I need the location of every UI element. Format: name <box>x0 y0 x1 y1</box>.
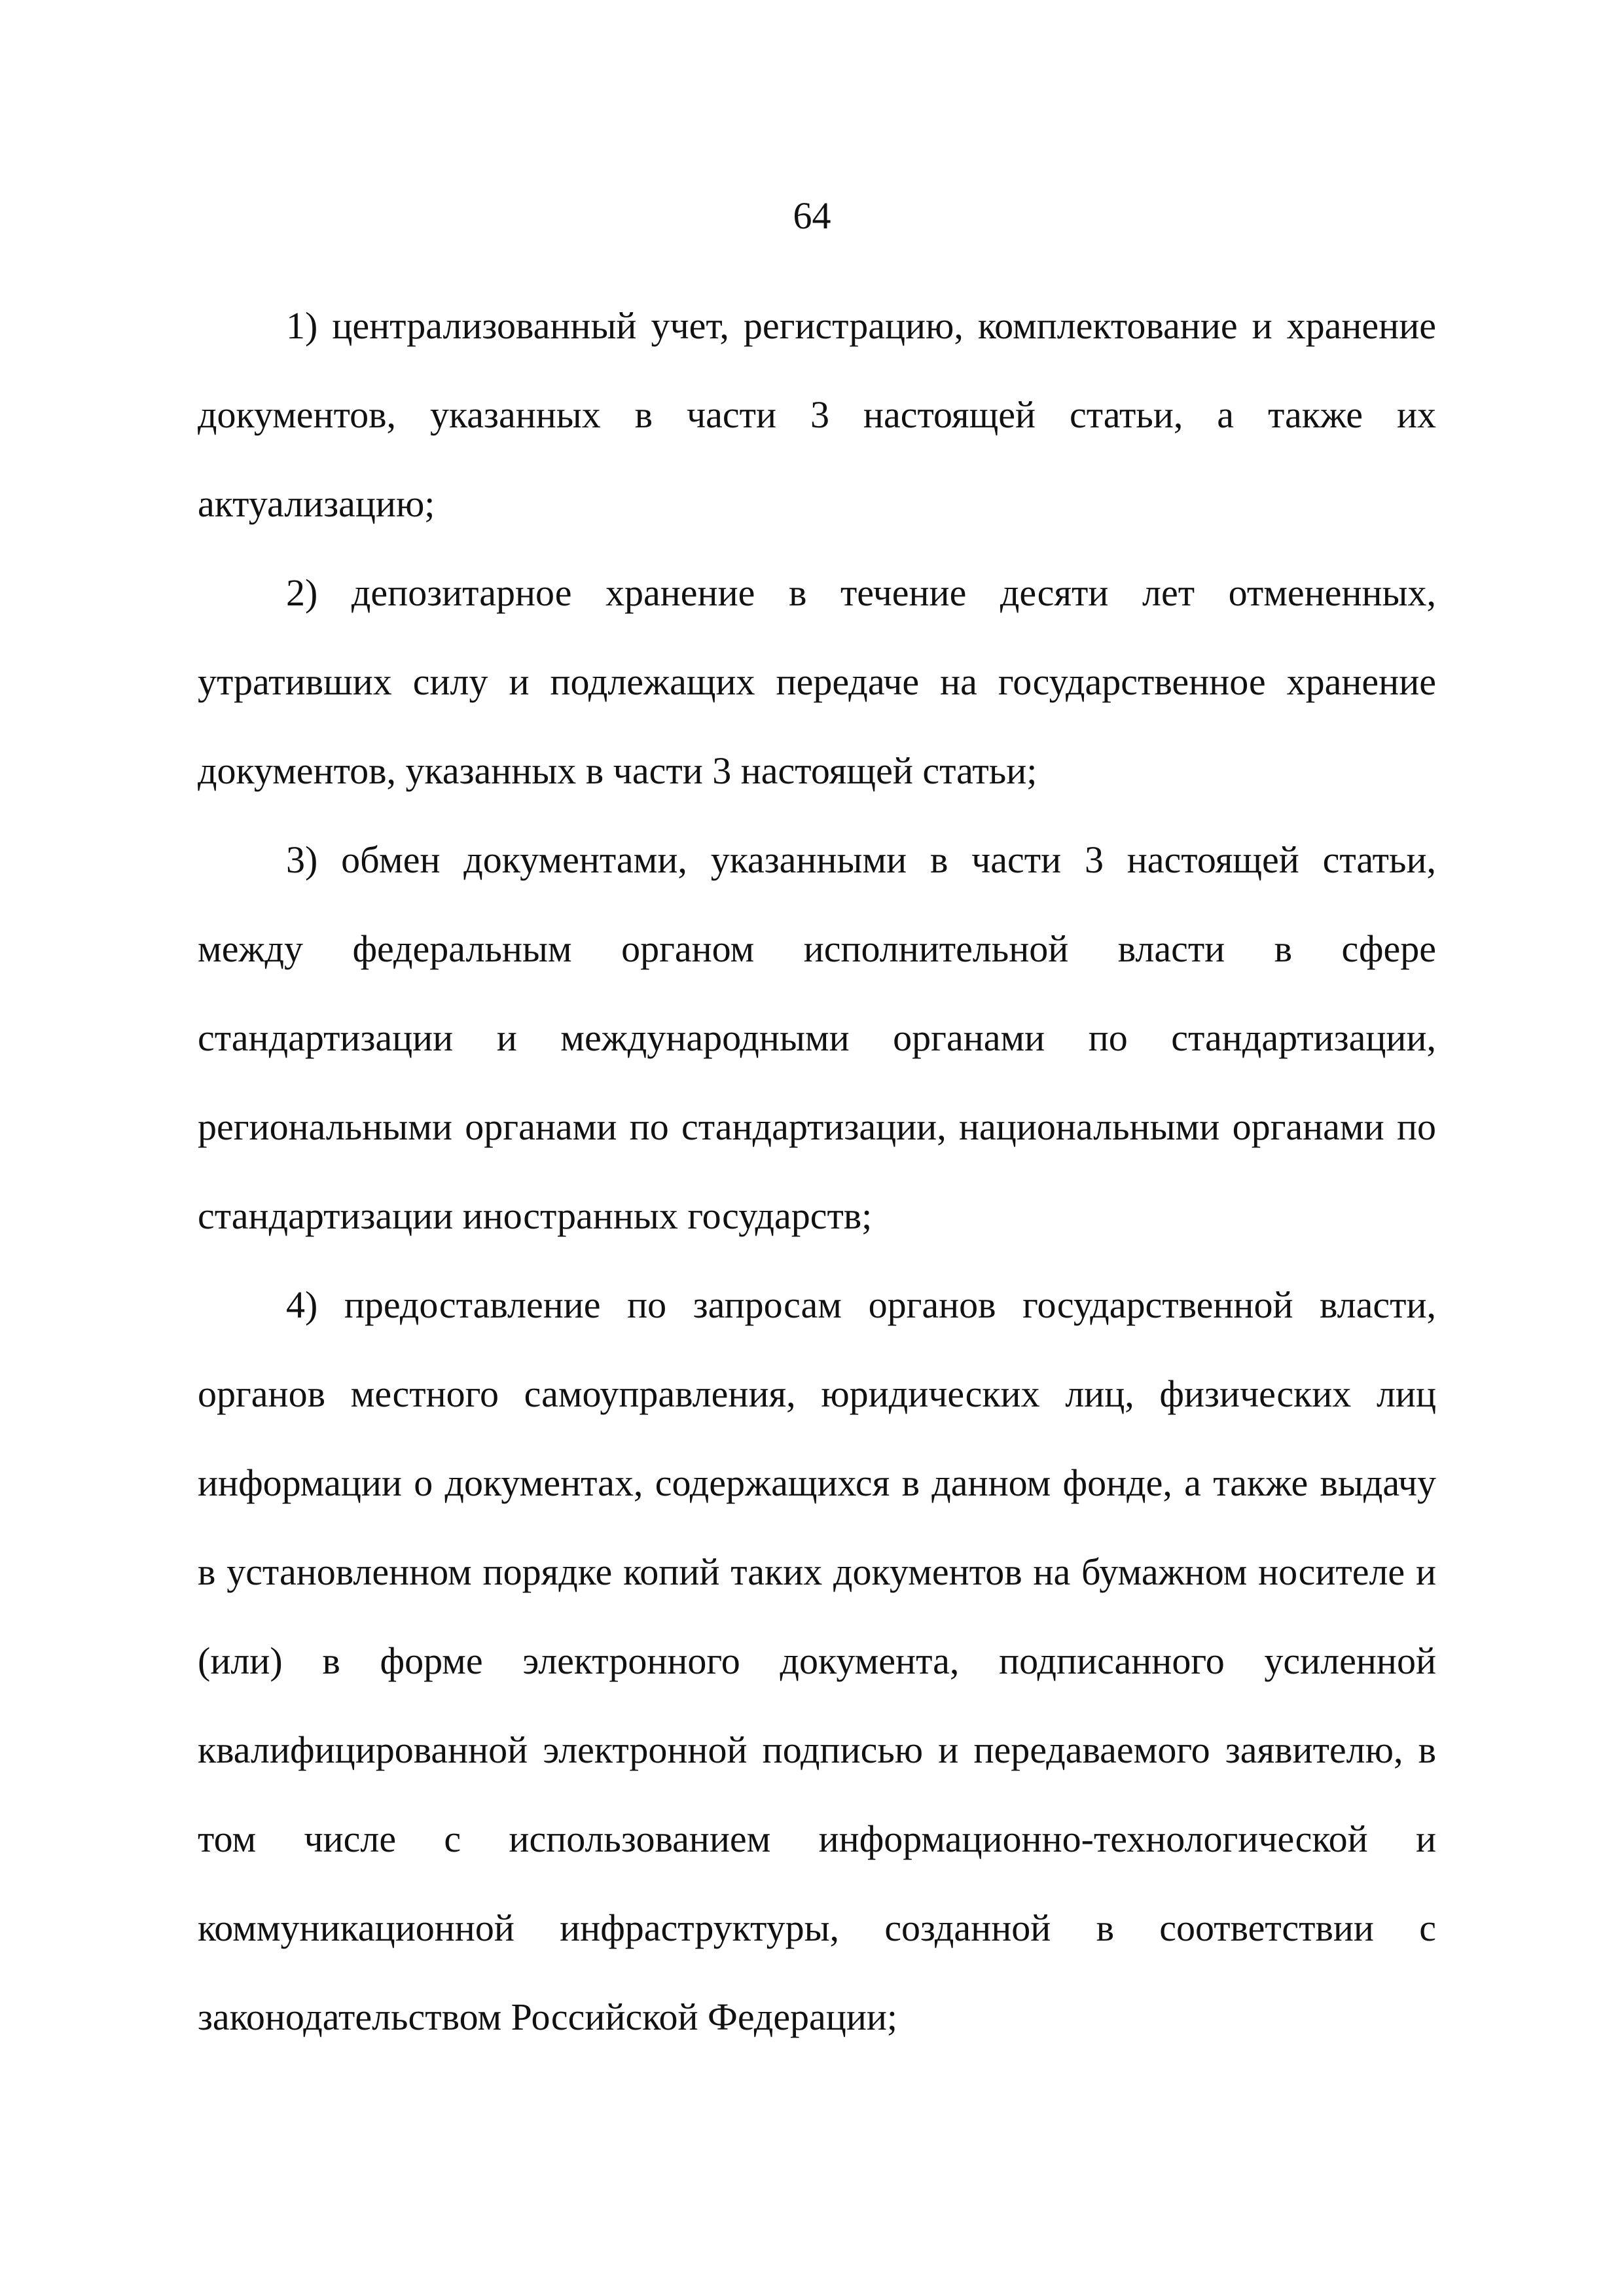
document-body <box>198 281 1436 2062</box>
list-item-1: 1) централизованный учет, регистрацию, комплектование и хранение документов, указанных в части 3 настоящей статьи, а также их актуализацию; <box>198 304 1436 525</box>
list-item-3: 3) обмен документами, указанными в части 3 настоящей статьи, между федеральным органом исполнительной власти в сфере стандартизации и международными органами по стандартизации, региональными органами по стандартизации, национальными органами по стандартизации иностранных государств; <box>198 838 1436 1237</box>
page-number: 64 <box>793 194 831 237</box>
list-item-4: 4) предоставление по запросам органов государственной власти, органов местного самоуправления, юридических лиц, физических лиц информации о документах, содержащихся в данном фонде, а также выдачу в установленном порядке копий таких документов на бумажном носителе и (или) в форме электронного документа, подписанного усиленной квалифицированной электронной подписью и передаваемого заявителю, в том числе с использованием информационно-технологической и коммуникационной инфраструктуры, созданной в соответствии с законодательством Российской Федерации; <box>198 1283 1436 2038</box>
list-item-2: 2) депозитарное хранение в течение десяти лет отмененных, утративших силу и подлежащих передаче на государственное хранение документов, указанных в части 3 настоящей статьи; <box>198 571 1436 792</box>
